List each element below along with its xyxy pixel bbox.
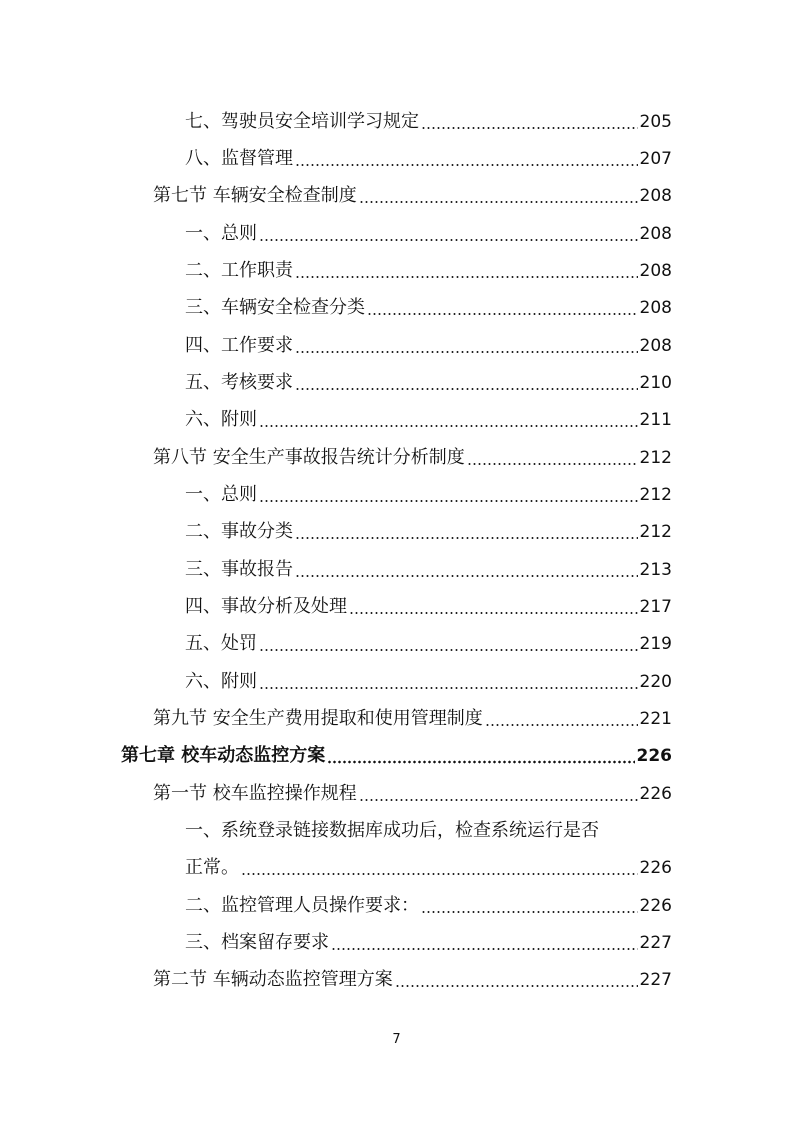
toc-entry-page: 213 bbox=[639, 560, 672, 580]
toc-entry[interactable] bbox=[185, 552, 672, 582]
toc-entry[interactable] bbox=[185, 925, 672, 955]
toc-entry[interactable] bbox=[185, 141, 672, 171]
toc-leader-dots bbox=[395, 968, 638, 992]
toc-entry-page: 219 bbox=[639, 634, 672, 654]
toc-entry-title: 六、附则 bbox=[185, 409, 257, 430]
toc-entry-title: 二、监控管理人员操作要求： bbox=[185, 895, 419, 916]
toc-entry-page: 226 bbox=[639, 896, 672, 916]
toc-entry-page: 208 bbox=[639, 261, 672, 281]
toc-entry-page: 208 bbox=[639, 336, 672, 356]
toc-entry[interactable] bbox=[185, 626, 672, 656]
toc-leader-dots bbox=[467, 446, 638, 470]
toc-entry[interactable] bbox=[185, 589, 672, 619]
toc-entry-page: 226 bbox=[639, 858, 672, 878]
toc-entry-page: 212 bbox=[639, 448, 672, 468]
toc-entry[interactable] bbox=[185, 664, 672, 694]
toc-entry-title: 第七节 车辆安全检查制度 bbox=[153, 185, 357, 206]
toc-entry-title: 五、处罚 bbox=[185, 633, 257, 654]
toc-entry-page: 212 bbox=[639, 485, 672, 505]
toc-leader-dots bbox=[349, 595, 638, 619]
toc-entry-title: 三、事故报告 bbox=[185, 559, 293, 580]
toc-entry[interactable] bbox=[185, 402, 672, 432]
toc-section-entry[interactable] bbox=[153, 701, 672, 731]
toc-entry[interactable] bbox=[185, 253, 672, 283]
toc-leader-dots bbox=[295, 259, 638, 283]
toc-leader-dots bbox=[259, 483, 638, 507]
toc-entry-title: 二、事故分类 bbox=[185, 521, 293, 542]
toc-leader-dots bbox=[241, 856, 638, 880]
toc-entry-title: 六、附则 bbox=[185, 671, 257, 692]
toc-chapter-entry[interactable] bbox=[121, 738, 672, 768]
toc-leader-dots bbox=[367, 296, 638, 320]
toc-leader-dots bbox=[327, 744, 634, 768]
toc-leader-dots bbox=[259, 222, 638, 246]
toc-entry[interactable] bbox=[185, 514, 672, 544]
toc-entry-title: 第七章 校车动态监控方案 bbox=[121, 745, 326, 766]
toc-entry-title: 一、总则 bbox=[185, 484, 257, 505]
toc-entry-title: 四、事故分析及处理 bbox=[185, 596, 347, 617]
toc-entry-page: 208 bbox=[639, 224, 672, 244]
toc-entry-title: 三、档案留存要求 bbox=[185, 932, 329, 953]
toc-entry-title: 八、监督管理 bbox=[185, 148, 293, 169]
toc-section-entry[interactable] bbox=[153, 776, 672, 806]
toc-entry-title: 三、车辆安全检查分类 bbox=[185, 297, 365, 318]
toc-section-entry[interactable] bbox=[153, 178, 672, 208]
toc-leader-dots bbox=[259, 670, 638, 694]
toc-entry-page: 208 bbox=[639, 186, 672, 206]
toc-leader-dots bbox=[295, 334, 638, 358]
toc-entry[interactable] bbox=[185, 888, 672, 918]
toc-leader-dots bbox=[359, 782, 638, 806]
page-number: 7 bbox=[392, 1032, 401, 1047]
toc-section-entry[interactable] bbox=[153, 962, 672, 992]
toc-entry-page: 211 bbox=[639, 410, 672, 430]
toc-entry-title: 一、总则 bbox=[185, 223, 257, 244]
toc-entry-page: 227 bbox=[639, 933, 672, 953]
toc-entry[interactable] bbox=[185, 477, 672, 507]
toc-entry-title: 第八节 安全生产事故报告统计分析制度 bbox=[153, 447, 465, 468]
toc-entry-page: 220 bbox=[639, 672, 672, 692]
toc-entry-title-continuation: 正常。 bbox=[185, 857, 239, 878]
toc-entry-page: 210 bbox=[639, 373, 672, 393]
toc-entry[interactable] bbox=[185, 365, 672, 395]
toc-entry-page: 212 bbox=[639, 522, 672, 542]
toc-entry-page: 221 bbox=[639, 709, 672, 729]
toc-entry-wrapped-continuation[interactable] bbox=[185, 850, 672, 880]
toc-entry-title: 四、工作要求 bbox=[185, 335, 293, 356]
toc-entry[interactable] bbox=[185, 328, 672, 358]
toc-leader-dots bbox=[295, 147, 638, 171]
toc-entry-wrapped-first-line[interactable] bbox=[185, 813, 672, 843]
toc-entry-title: 第九节 安全生产费用提取和使用管理制度 bbox=[153, 708, 483, 729]
toc-entry-page: 205 bbox=[639, 112, 672, 132]
toc-section-entry[interactable] bbox=[153, 440, 672, 470]
toc-leader-dots bbox=[359, 184, 638, 208]
toc-leader-dots bbox=[295, 558, 638, 582]
toc-entry-page: 217 bbox=[639, 597, 672, 617]
toc-entry-title: 五、考核要求 bbox=[185, 372, 293, 393]
toc-leader-dots bbox=[421, 110, 638, 134]
toc-leader-dots bbox=[295, 371, 638, 395]
toc-entry-title: 七、驾驶员安全培训学习规定 bbox=[185, 111, 419, 132]
toc-entry-title: 一、系统登录链接数据库成功后，检查系统运行是否 bbox=[185, 820, 599, 841]
toc-leader-dots bbox=[259, 632, 638, 656]
toc-entry-page: 226 bbox=[639, 784, 672, 804]
toc-entry[interactable] bbox=[185, 104, 672, 134]
toc-entry-page: 208 bbox=[639, 298, 672, 318]
toc-leader-dots bbox=[421, 894, 638, 918]
toc-entry-title: 第二节 车辆动态监控管理方案 bbox=[153, 969, 393, 990]
toc-leader-dots bbox=[331, 931, 638, 955]
toc-leader-dots bbox=[295, 520, 638, 544]
toc-entry-title: 第一节 校车监控操作规程 bbox=[153, 783, 357, 804]
toc-entry-page: 207 bbox=[639, 149, 672, 169]
toc-entry[interactable] bbox=[185, 216, 672, 246]
toc-leader-dots bbox=[485, 707, 638, 731]
toc-entry-page: 227 bbox=[639, 970, 672, 990]
toc-leader-dots bbox=[259, 408, 638, 432]
toc-entry[interactable] bbox=[185, 290, 672, 320]
toc-entry-page: 226 bbox=[636, 746, 672, 766]
toc-entry-title: 二、工作职责 bbox=[185, 260, 293, 281]
